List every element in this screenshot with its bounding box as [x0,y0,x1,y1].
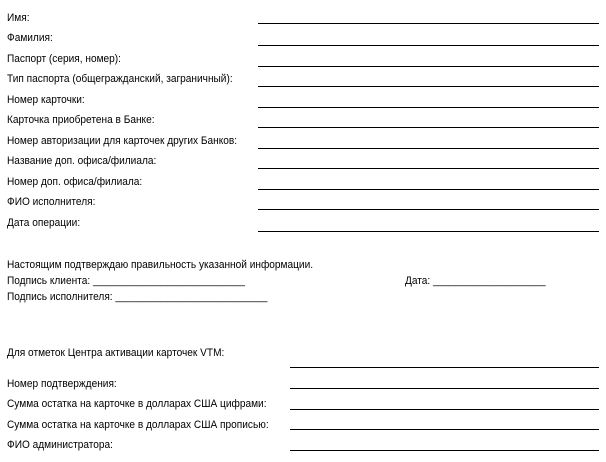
confirmation-number-label: Номер подтверждения: [7,378,117,390]
field-row-office-number [0,172,606,192]
administrator-label: ФИО администратора: [7,439,113,451]
field-row-office-name [0,151,606,171]
card-number-label: Номер карточки: [7,94,85,106]
field-row-operation-date [0,213,606,233]
field-row-passport [0,49,606,69]
operation-date-line[interactable] [258,231,599,232]
operation-date-label: Дата операции: [7,217,81,229]
authorization-label: Номер авторизации для карточек других Банков: [7,135,238,147]
vtm-heading-line[interactable] [290,367,599,368]
office-number-line[interactable] [258,189,599,190]
last-name-line[interactable] [258,45,599,46]
office-name-line[interactable] [258,168,599,169]
balance-words-line[interactable] [290,429,599,430]
field-row-card-bank [0,110,606,130]
client-signature[interactable]: Подпись клиента: ___________________________ [7,275,245,287]
balance-digits-label: Сумма остатка на карточке в долларах США цифрами: [7,398,267,410]
card-bank-line[interactable] [258,127,599,128]
administrator-line[interactable] [290,450,599,451]
authorization-line[interactable] [258,148,599,149]
executor-label: ФИО исполнителя: [7,196,96,208]
passport-type-line[interactable] [258,86,599,87]
card-number-line[interactable] [258,107,599,108]
card-bank-label: Карточка приобретена в Банке: [7,114,155,126]
passport-type-label: Тип паспорта (общегражданский, заграничный): [7,73,233,85]
executor-signature[interactable]: Подпись исполнителя: ___________________________ [7,291,268,303]
field-row-card-number [0,90,606,110]
balance-digits-line[interactable] [290,409,599,410]
field-row-first-name [0,8,606,28]
executor-line[interactable] [258,209,599,210]
field-row-passport-type [0,69,606,89]
confirmation-number-line[interactable] [290,388,599,389]
field-row-balance-digits [0,394,606,414]
field-row-executor [0,192,606,212]
first-name-label: Имя: [7,12,30,24]
passport-line[interactable] [258,66,599,67]
balance-words-label: Сумма остатка на карточке в долларах США прописью: [7,419,269,431]
field-row-confirmation-number [0,374,606,394]
passport-label: Паспорт (серия, номер): [7,53,121,65]
confirmation-statement: Настоящим подтверждаю правильность указанной информации. [7,259,314,271]
signature-date[interactable]: Дата: ____________________ [405,275,546,287]
office-number-label: Номер доп. офиса/филиала: [7,176,143,188]
field-row-authorization [0,131,606,151]
field-row-administrator [0,435,606,455]
office-name-label: Название доп. офиса/филиала: [7,155,157,167]
last-name-label: Фамилия: [7,32,53,44]
field-row-balance-words [0,415,606,435]
vtm-heading: Для отметок Центра активации карточек VTM: [7,347,225,359]
first-name-line[interactable] [258,23,599,24]
field-row-last-name [0,28,606,48]
